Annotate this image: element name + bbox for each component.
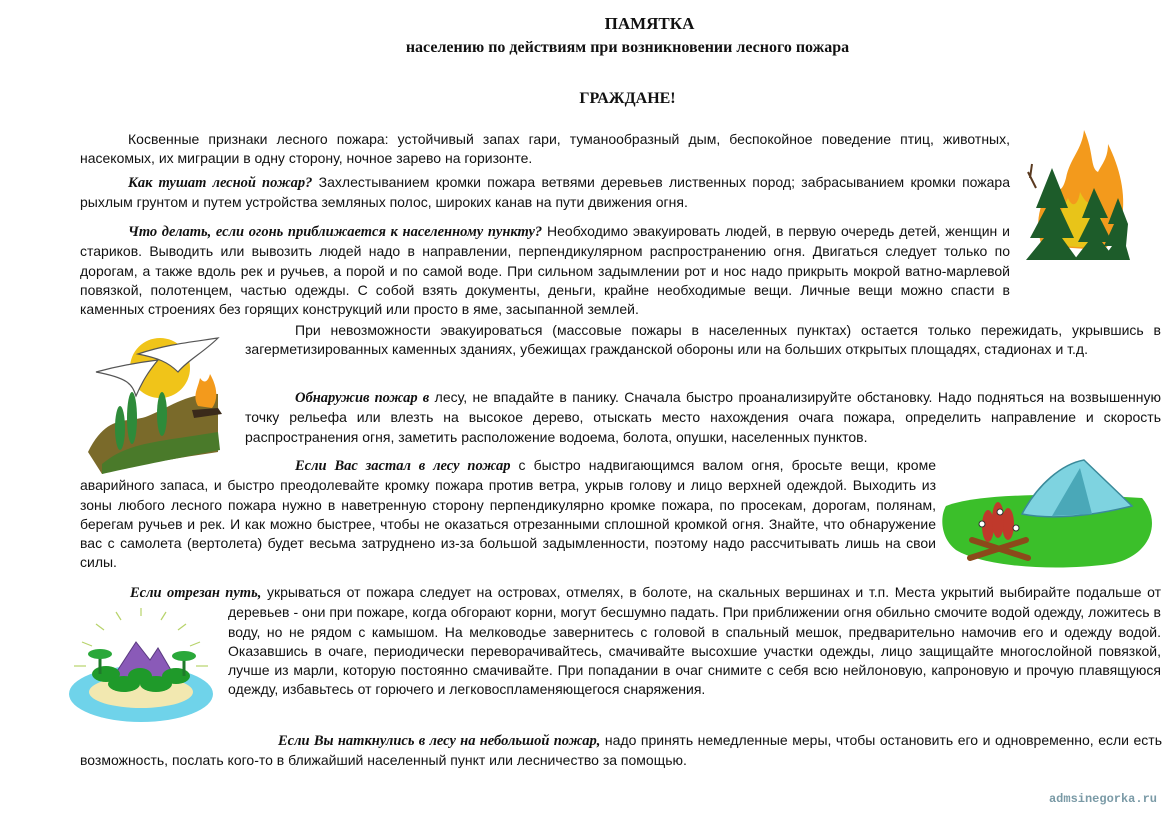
paragraph-cut-off — [130, 583, 1162, 700]
site-watermark: admsinegorka.ru — [1048, 792, 1157, 806]
paragraph-text: Захлестыванием кромки пожара ветвями деревьев лиственных пород; забрасыванием кромки пожара рыхлым грунтом и путем устройства земляных полос, широких канав на пути движения огня. — [80, 174, 1011, 211]
paragraph-text: лесу, не впадайте в панику. Сначала быстро проанализируйте обстановку. Надо подняться на возвышенную точку рельефа или влезть на высокое дерево, отыскать место нахождения очага пожара, определить направление и скорость распространения огня, заметить расположение водоема, болота, опушки, населенных пунктов. — [245, 389, 1161, 445]
paragraph-text: надо принять немедленные меры, чтобы остановить его и одновременно, если есть возможность, послать кого-то в ближайший населенный пункт или лесничество за помощью. — [80, 732, 1162, 769]
paragraph-text: При невозможности эвакуироваться (массовые пожары в населенных пунктах) остается только пережидать, укрывшись в загерметизированных каменных зданиях, убежищах гражданской обороны или на больших открытых площадях, стадионах и т.д. — [245, 322, 1161, 358]
forest-fire-icon — [1022, 128, 1130, 262]
paragraph-lead: Что делать, если огонь приближается к населенному пункту? — [128, 224, 543, 240]
paragraph-lead: Как тушат лесной пожар? — [128, 175, 313, 191]
address-heading: ГРАЖДАНЕ! — [579, 90, 676, 107]
paragraph-text: Необходимо эвакуировать людей, в первую очередь детей, женщин и стариков. Выводить или вывозить людей надо в направлении, перпендикулярном распространению огня. Двигаться следует только по дорогам, а также вдоль рек и ручьев, а порой и по самой воде. При сильном задымлении рот и нос надо прикрыть мокрой ватно-марлевой повязкой, полотенцем, частью одежды. С собой взять документы, деньги, крайне необходимые вещи. Личные вещи можно спасти в каменных строениях без горящих конструкций или просто в яме, засыпанной землей. — [80, 223, 1010, 318]
paragraph-lead: Если Вы наткнулись в лесу на небольшой пожар, — [278, 733, 601, 749]
paragraph-small-fire — [80, 731, 1162, 771]
page-title: ПАМЯТКА — [604, 14, 695, 33]
birds-fleeing-fire-icon — [88, 332, 238, 478]
paragraph-text: укрываться от пожара следует на островах, отмелях, в болоте, на скальных вершинах и т.п. Места укрытий выбирайте подальше от деревьев - они при пожаре, когда обгорают корни, могут бесшумно падать. При приближении огня обильно смочите водой одежду, ложитесь в воду, но не рядом с камышом. На мелководье завернитесь с головой в спальный мешок, предварительно намочив его и одежду водой. Оказавшись в очаге, периодически переворачивайтесь, смачивайте высохшие участки одежды, лицо защищайте многослойной повязкой, лучше из марли, которую постоянно смачивайте. При попадании в очаг снимите с себя всю нейлоновую, капроновую и прочую плавящуюся одежду, избавьтесь от горючего и легковоспламеняющегося снаряжения. — [228, 584, 1162, 698]
paragraph-lead: Если Вас застал в лесу пожар — [295, 458, 511, 474]
page-subtitle: населению по действиям при возникновении лесного пожара — [405, 39, 850, 56]
island-refuge-icon — [66, 608, 216, 728]
paragraph-indirect-signs — [80, 130, 1010, 169]
paragraph-lead: Если отрезан путь, — [130, 585, 262, 601]
paragraph-text: с быстро надвигающимся валом огня, бросьте вещи, кроме аварийного запаса, и быстро преодолевайте кромку пожара против ветра, укрыв голову и лицо верхней одеждой. Выходить из зоны любого лесного пожара нужно в наветренную сторону перпендикулярно кромке пожара, по просекам, дорогам, полянам, берегам ручьев и рек. И как можно быстрее, чтобы не оказаться отрезанными сплошной кромкой огня. Знайте, что обнаружение вас с самолета (вертолета) будет весьма затруднено из-за большой задымленности, поэтому надо рассчитывать лишь на свои силы. — [80, 457, 936, 571]
paragraph-shelter — [245, 321, 1161, 360]
tent-campfire-icon — [942, 454, 1164, 578]
paragraph-detected-fire — [245, 388, 1161, 447]
paragraph-lead: Обнаружив пожар в — [295, 390, 430, 406]
paragraph-extinguish — [80, 173, 1010, 213]
paragraph-text: Косвенные признаки лесного пожара: устойчивый запах гари, туманообразный дым, беспокойное поведение птиц, животных, насекомых, их миграции в одну сторону, ночное зарево на горизонте. — [80, 131, 1010, 167]
paragraph-approaching-fire — [80, 222, 1010, 319]
